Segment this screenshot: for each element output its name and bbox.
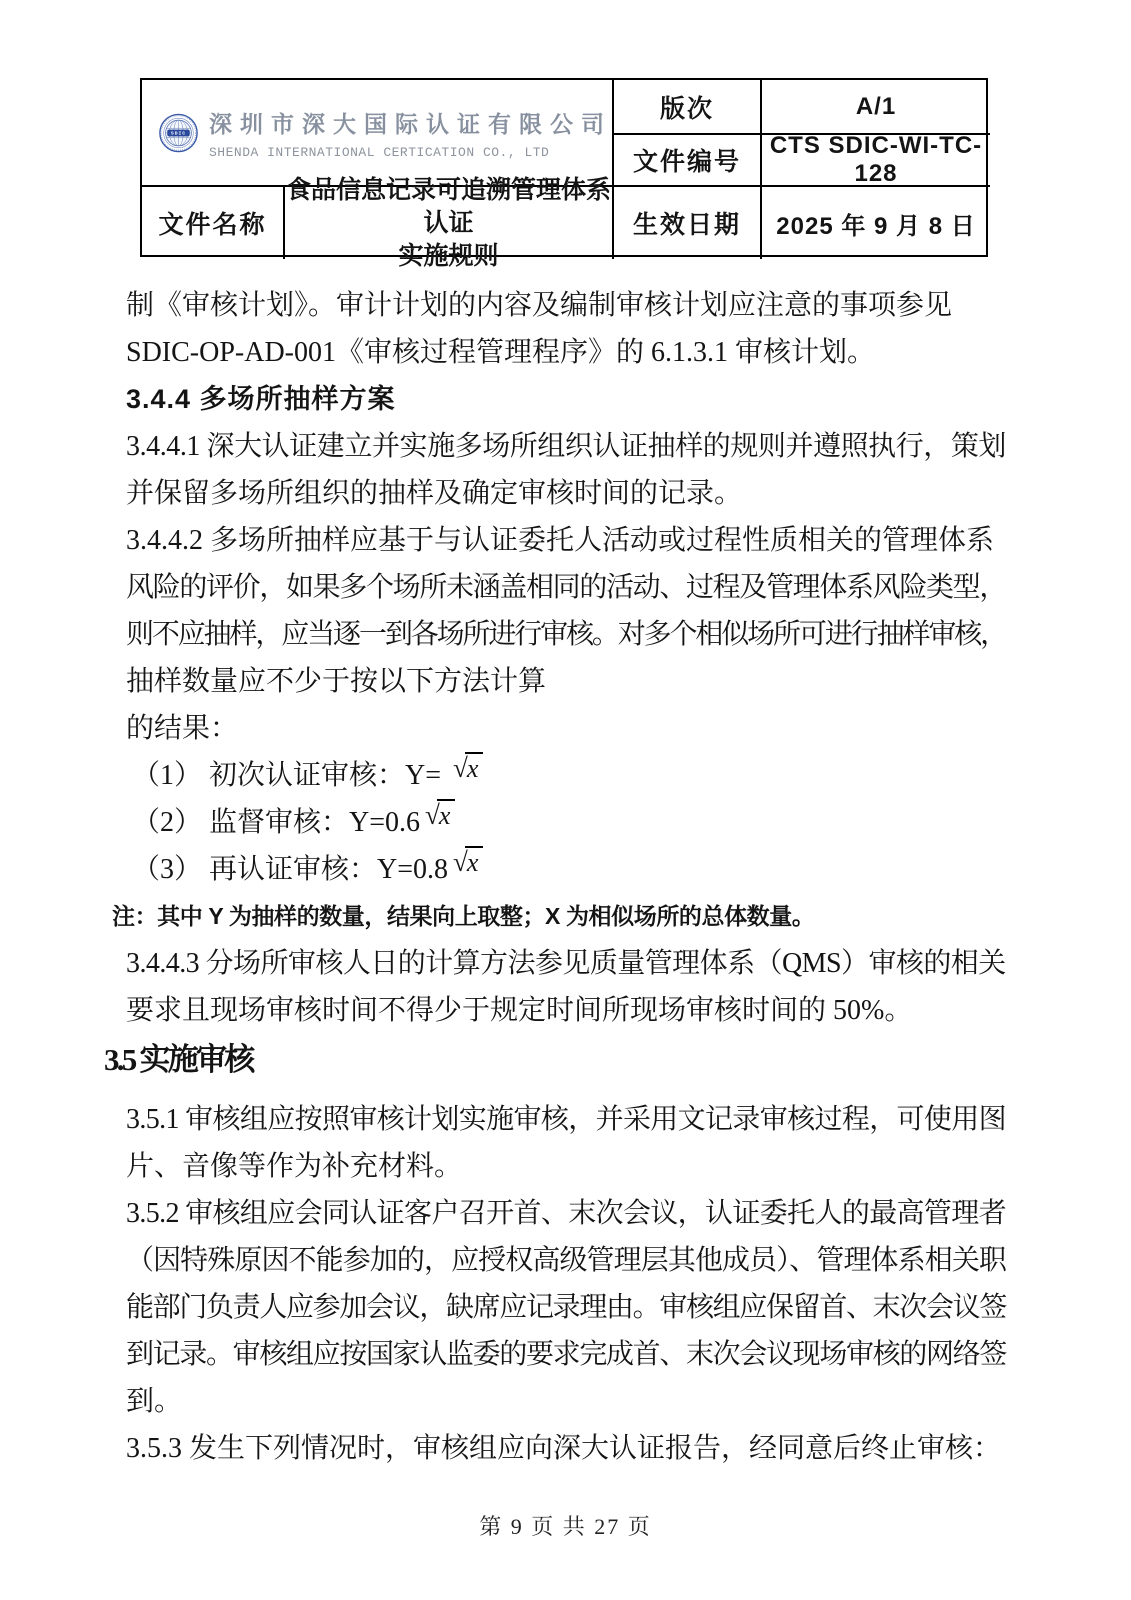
version-value: A/1 [762, 80, 990, 135]
doc-line: 3.5.1 审核组应按照审核计划实施审核，并采用文记录审核过程，可使用图 [126, 1104, 1007, 1135]
doc-title-line-2: 实施规则 [398, 241, 499, 270]
sqrt-expression [453, 745, 483, 792]
doc-line: 3.4.4.1 深大认证建立并实施多场所组织认证抽样的规则并遵照执行，策划 [126, 431, 1007, 462]
doc-line: 的结果： [126, 713, 239, 744]
company-name-cn: 深圳市深大国际认证有限公司 [209, 110, 612, 137]
formula-label: （1） 初次认证审核：Y= [132, 760, 449, 791]
radical-sign: √ [453, 753, 468, 783]
version-label: 版次 [614, 80, 762, 135]
doc-line: 能部门负责人应参加会议，缺席应记录理由。审核组应保留首、末次会议签 [126, 1292, 1007, 1323]
section-heading-3-5: 3.5 实施审核 [104, 1042, 253, 1077]
formula-recertification-audit [126, 846, 1006, 893]
doc-line: 3.5.2 审核组应会同认证客户召开首、末次会议，认证委托人的最高管理者 [126, 1198, 1007, 1229]
document-body [104, 282, 1007, 1472]
doc-number-value: CTS SDIC-WI-TC-128 [762, 135, 990, 187]
doc-line: 到。 [126, 1386, 183, 1417]
section-heading-3-4-4: 3.4.4 多场所抽样方案 [126, 384, 396, 414]
sqrt-expression [453, 839, 483, 886]
doc-name-label: 文件名称 [142, 187, 285, 259]
sqrt-expression [425, 792, 455, 839]
formula-initial-audit [126, 752, 1006, 799]
doc-line: 风险的评价，如果多个场所未涵盖相同的活动、过程及管理体系风险类型， [126, 572, 1007, 603]
doc-line: 则不应抽样，应当逐一到各场所进行审核。对多个相似场所可进行抽样审核， [126, 619, 1007, 650]
radicand: x [465, 752, 484, 782]
effective-date-label: 生效日期 [614, 187, 762, 259]
doc-line: 3.4.4.2 多场所抽样应基于与认证委托人活动或过程性质相关的管理体系 [126, 525, 995, 556]
company-name-en: SHENDA INTERNATIONAL CERTICATION CO., LTD [209, 144, 550, 160]
document-header-table [140, 78, 988, 270]
page-footer: 第 9 页 共 27 页 [479, 1514, 652, 1539]
note-line: 注：其中 Y 为抽样的数量，结果向上取整；X 为相似场所的总体数量。 [112, 903, 815, 929]
radical-sign: √ [425, 800, 440, 830]
doc-line: 制《审核计划》。审计计划的内容及编制审核计划应注意的事项参见 [126, 290, 953, 321]
doc-line: 要求且现场审核时间不得少于规定时间所现场审核时间的 50%。 [126, 995, 913, 1026]
doc-line: 并保留多场所组织的抽样及确定审核时间的记录。 [126, 478, 743, 509]
company-logo-cell [142, 80, 614, 187]
doc-line: 片、音像等作为补充材料。 [126, 1151, 463, 1182]
formula-label: （2） 监督审核：Y=0.6 [132, 807, 421, 838]
radicand: x [465, 846, 484, 876]
logo-badge-text: SDIC [170, 131, 187, 137]
formula-label: （3） 再认证审核：Y=0.8 [132, 854, 449, 885]
company-name-block [209, 106, 612, 160]
radical-sign: √ [453, 847, 468, 877]
doc-line: 3.5.3 发生下列情况时，审核组应向深大认证报告，经同意后终止审核： [126, 1433, 1002, 1464]
doc-line: 抽样数量应不少于按以下方法计算 [126, 666, 547, 697]
sdic-logo-icon [158, 90, 199, 176]
doc-number-label: 文件编号 [614, 135, 762, 187]
doc-line: （因特殊原因不能参加的，应授权高级管理层其他成员）、管理体系相关职 [126, 1245, 1007, 1276]
doc-title-line-1: 食品信息记录可追溯管理体系认证 [285, 175, 611, 237]
doc-line: SDIC-OP-AD-001《审核过程管理程序》的 6.1.3.1 审核计划。 [126, 337, 876, 368]
doc-line: 到记录。审核组应按国家认监委的要求完成首、末次会议现场审核的网络签 [126, 1339, 1007, 1370]
doc-line: 3.4.4.3 分场所审核人日的计算方法参见质量管理体系（QMS）审核的相关 [126, 948, 1006, 979]
formula-surveillance-audit [126, 799, 1006, 846]
effective-date-value: 2025 年 9 月 8 日 [776, 212, 976, 240]
doc-name-value [285, 175, 614, 270]
radicand: x [437, 799, 456, 829]
